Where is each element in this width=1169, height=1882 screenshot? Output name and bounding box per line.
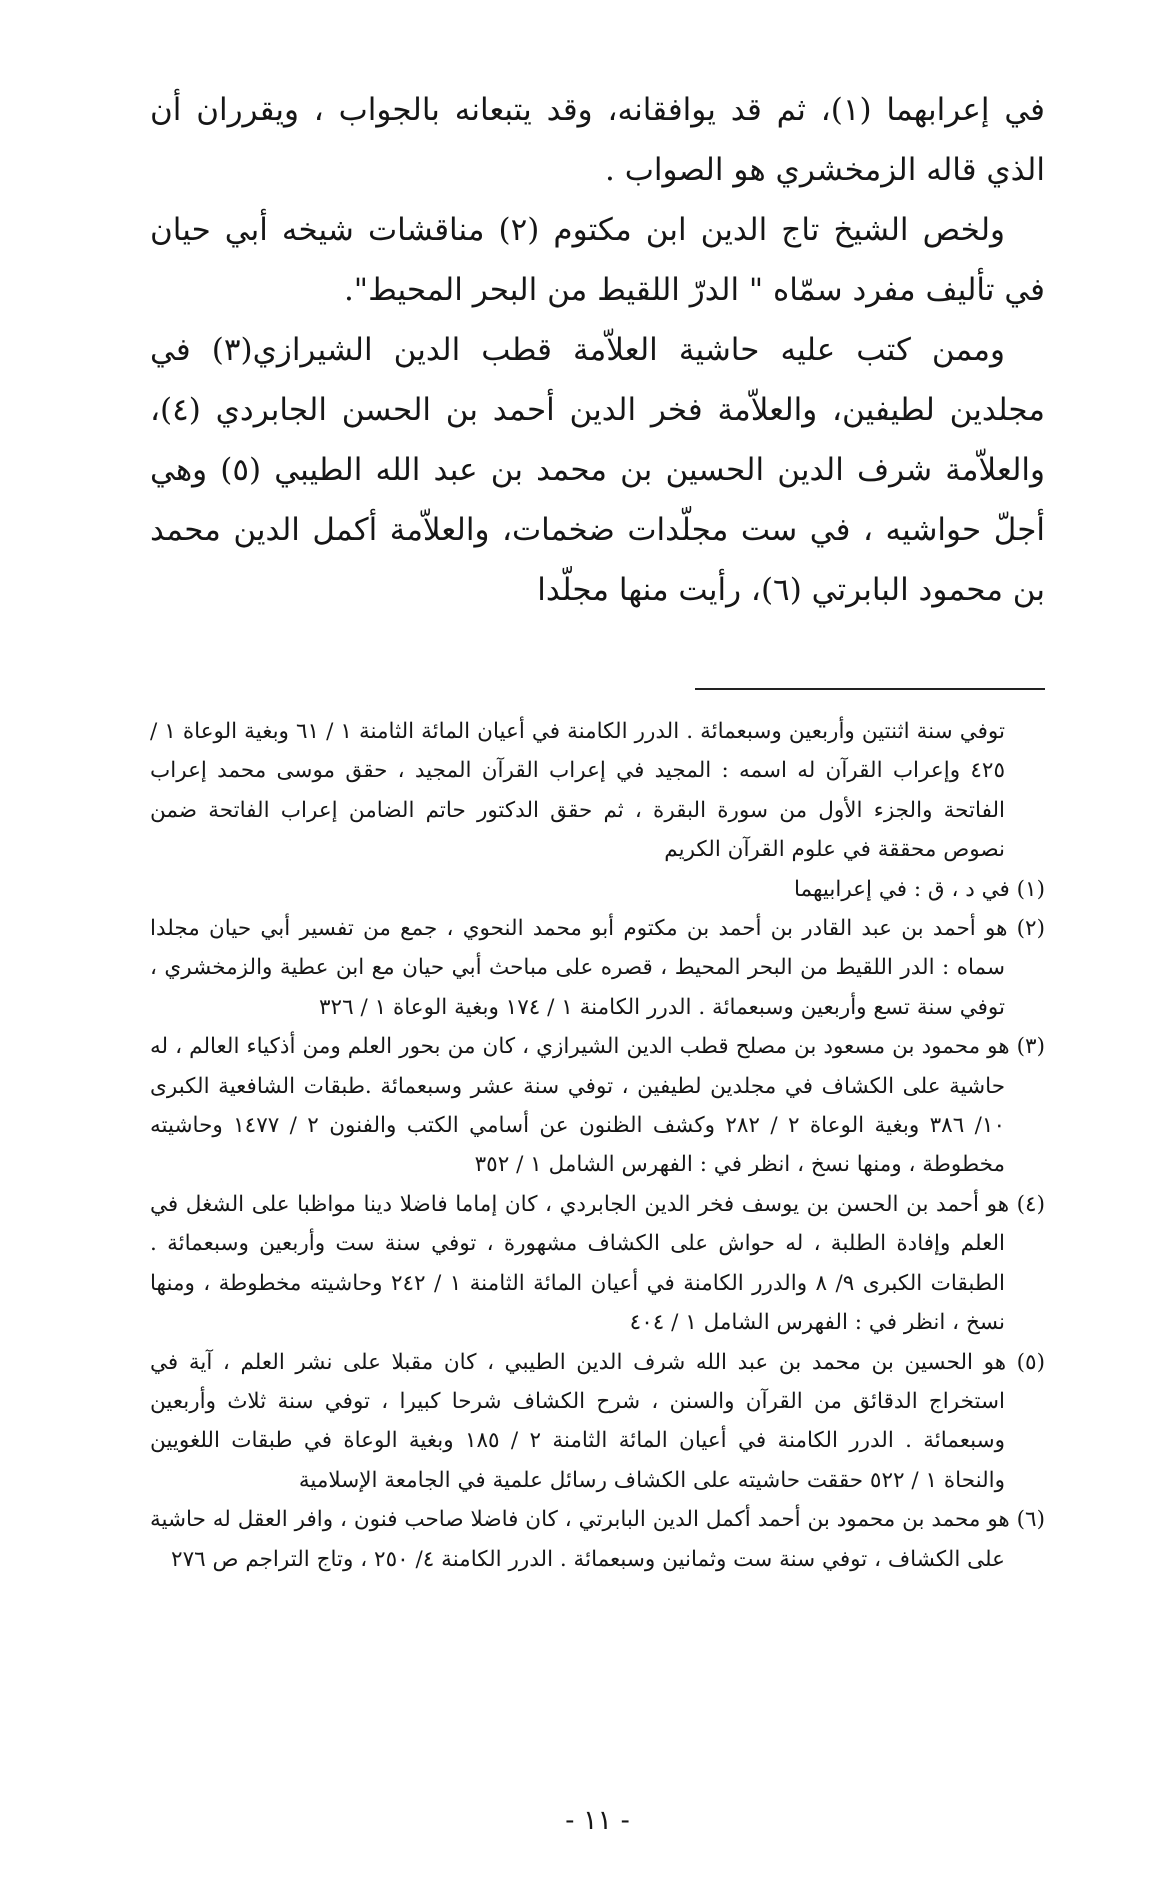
footnote-2: (٢) هو أحمد بن عبد القادر بن أحمد بن مكتوم أبو محمد النحوي ، جمع من تفسير أبي حيان مجلدا سماه : الدر اللقيط من البحر المحيط ، قصره على مباحث أبي حيان مع ابن عطية والزمخشري ، توفي سنة تسع وأربعين وسبعمائة . الدرر الكامنة ١ / ١٧٤ وبغية الوعاة ١ / ٣٢٦ — [150, 916, 1045, 1020]
footnote-continuation: توفي سنة اثنتين وأربعين وسبعمائة . الدرر الكامنة في أعيان المائة الثامنة ١ / ٦١ وبغية الوعاة ١ / ٤٢٥ وإعراب القرآن له اسمه : المجيد في إعراب القرآن المجيد ، حقق موسى محمد إعراب الفاتحة والجزء الأول من سورة البقرة ، ثم حقق الدكتور حاتم الضامن إعراب الفاتحة ضمن نصوص محققة في علوم القرآن الكريم — [150, 719, 1006, 863]
footnote-6: (٦) هو محمد بن محمود بن أحمد أكمل الدين البابرتي ، كان فاضلا صاحب فنون ، وافر العقل له حاشية على الكشاف ، توفي سنة ست وثمانين وسبعمائة . الدرر الكامنة ٤/ ٢٥٠ ، وتاج التراجم ص ٢٧٦ — [150, 1507, 1045, 1572]
main-paragraph-1: في إعرابهما (١)، ثم قد يوافقانه، وقد يتبعانه بالجواب ، ويقرران أن الذي قاله الزمخشري هو الصواب . — [150, 92, 1045, 188]
footnote-4: (٤) هو أحمد بن الحسن بن يوسف فخر الدين الجابردي ، كان إماما فاضلا دينا مواظبا على الشغل في العلم وإفادة الطلبة ، له حواش على الكشاف مشهورة ، توفي سنة ست وأربعين وسبعمائة . الطبقات الكبرى ٩/ ٨ والدرر الكامنة في أعيان المائة الثامنة ١ / ٢٤٢ وحاشيته مخطوطة ، ومنها نسخ ، انظر في : الفهرس الشامل ١ / ٤٠٤ — [150, 1191, 1045, 1336]
footnote-1: (١) في د ، ق : في إعرابيهما — [793, 876, 1045, 902]
book-page — [150, 80, 1045, 1840]
footnote-5: (٥) هو الحسين بن محمد بن عبد الله شرف الدين الطيبي ، كان مقبلا على نشر العلم ، آية في استخراج الدقائق من القرآن والسنن ، شرح الكشاف شرحا كبيرا ، توفي سنة ثلاث وأربعين وسبعمائة . الدرر الكامنة في أعيان المائة الثامنة ٢ / ١٨٥ وبغية الوعاة في طبقات اللغويين والنحاة ١ / ٥٢٢ حققت حاشيته على الكشاف رسائل علمية في الجامعة الإسلامية — [150, 1349, 1045, 1493]
main-text — [150, 80, 1045, 620]
footnote-separator — [695, 688, 1045, 690]
page-number: - ١١ - — [565, 1805, 630, 1836]
main-paragraph-2: ولخص الشيخ تاج الدين ابن مكتوم (٢) مناقشات شيخه أبي حيان في تأليف مفرد سمّاه " الدرّ اللقيط من البحر المحيط". — [150, 212, 1045, 308]
footnotes — [150, 712, 1045, 1579]
main-paragraph-3: وممن كتب عليه حاشية العلاّمة قطب الدين الشيرازي(٣) في مجلدين لطيفين، والعلاّمة فخر الدين أحمد بن الحسن الجابردي (٤)، والعلاّمة شرف الدين الحسين بن محمد بن عبد الله الطيبي (٥) وهي أجلّ حواشيه ، في ست مجلّدات ضخمات، والعلاّمة أكمل الدين محمد بن محمود البابرتي (٦)، رأيت منها مجلّدا — [150, 332, 1045, 608]
footnote-3: (٣) هو محمود بن مسعود بن مصلح قطب الدين الشيرازي ، كان من بحور العلم ومن أذكياء العالم ، له حاشية على الكشاف في مجلدين لطيفين ، توفي سنة عشر وسبعمائة .طبقات الشافعية الكبرى ١٠/ ٣٨٦ وبغية الوعاة ٢ / ٢٨٢ وكشف الظنون عن أسامي الكتب والفنون ٢ / ١٤٧٧ وحاشيته مخطوطة ، ومنها نسخ ، انظر في : الفهرس الشامل ١ / ٣٥٢ — [150, 1034, 1045, 1178]
